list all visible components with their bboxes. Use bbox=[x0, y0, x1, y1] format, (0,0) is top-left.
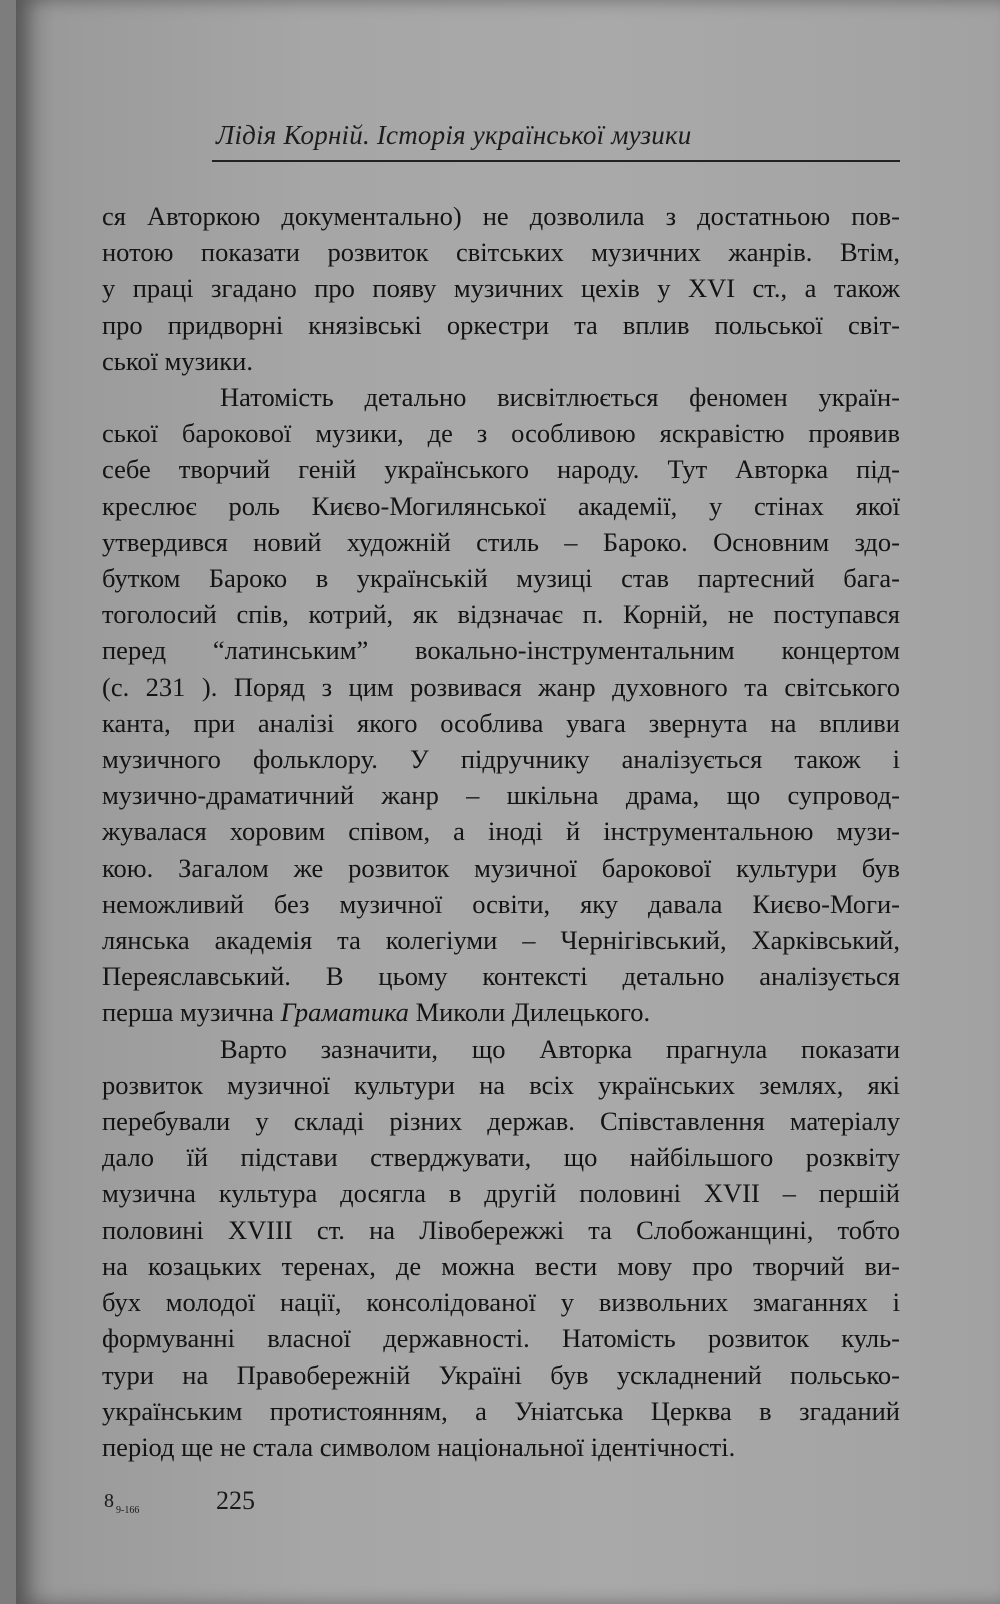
text-line: про придворні князівські оркестри та вплив польської світ- bbox=[102, 309, 900, 340]
page-number: 225 bbox=[216, 1486, 255, 1515]
text-line: дало їй підстави стверджувати, що найбільшого розквіту bbox=[102, 1142, 900, 1173]
text-line: нотою показати розвиток світських музичних жанрів. Втім, bbox=[102, 237, 900, 268]
text-segment: Миколи Дилецького. bbox=[408, 997, 651, 1028]
text-line: тоголосий спів, котрий, як відзначає п. Корній, не поступався bbox=[102, 599, 900, 630]
text-line: перебували у складі різних держав. Співставлення матеріалу bbox=[102, 1106, 900, 1137]
text-line: у праці згадано про появу музичних цехів у XVI ст., а також bbox=[102, 273, 900, 304]
text-line: Варто зазначити, що Авторка прагнула показати bbox=[220, 1033, 900, 1064]
text-line: ської барокової музики, де з особливою яскравістю проявив bbox=[102, 418, 900, 449]
text-line: період ще не стала символом національної ідентічності. bbox=[102, 1431, 736, 1462]
body-text bbox=[102, 198, 900, 1465]
text-line: ся Авторкою документально) не дозволила з достатньою пов- bbox=[102, 201, 900, 231]
text-line: канта, при аналізі якого особлива увага звернута на впливи bbox=[102, 707, 900, 738]
text-line: українським протистоянням, а Уніатська Церква в згаданий bbox=[102, 1395, 900, 1426]
text-line: (с. 231 ). Поряд з цим розвивася жанр духовного та світського bbox=[102, 671, 900, 702]
text-line: половині XVIII ст. на Лівобережжі та Слобожанщині, тобто bbox=[102, 1214, 900, 1245]
text-segment: перша музична bbox=[102, 997, 281, 1028]
text-line: формуванні власної державності. Натомість розвиток куль- bbox=[102, 1323, 900, 1354]
text-line-grammatika bbox=[102, 994, 900, 1030]
text-line: музична культура досягла в другій половині XVII – першій bbox=[102, 1178, 900, 1209]
printer-signature bbox=[104, 1490, 140, 1516]
text-line: на козацьких теренах, де можна вести мову про творчий ви- bbox=[102, 1250, 900, 1281]
text-line: Натомість детально висвітлюється феномен україн- bbox=[220, 382, 900, 413]
text-line: бух молодої нації, консолідованої у визвольних змаганнях і bbox=[102, 1287, 900, 1318]
text-line: тури на Правобережній Україні був ускладнений польсько- bbox=[102, 1359, 900, 1390]
text-line: бутком Бароко в українській музиці став партесний бага- bbox=[102, 563, 900, 594]
text-line: музично-драматичний жанр – шкільна драма, що супровод- bbox=[102, 780, 900, 811]
text-line: ської музики. bbox=[102, 345, 253, 376]
text-line: себе творчий геній українського народу. Тут Авторка під- bbox=[102, 454, 900, 485]
text-line: перед “латинським” вокально-інструментальним концертом bbox=[102, 635, 900, 666]
running-header: Лідія Корній. Історія української музики bbox=[216, 120, 692, 150]
text-line: жувалася хоровим співом, а іноді й інструментальною музи- bbox=[102, 816, 900, 847]
text-line: неможливий без музичної освіти, яку давала Києво-Моги- bbox=[102, 888, 900, 919]
text-line: розвиток музичної культури на всіх українських землях, які bbox=[102, 1069, 900, 1100]
book-title-grammatika: Граматика bbox=[280, 997, 409, 1028]
text-line: кою. Загалом же розвиток музичної барокової культури був bbox=[102, 852, 900, 883]
signature-code: 9-166 bbox=[116, 1505, 140, 1516]
signature-number: 8 bbox=[104, 1490, 114, 1512]
text-line: утвердився новий художній стиль – Бароко. Основним здо- bbox=[102, 526, 900, 557]
header-rule bbox=[212, 160, 900, 162]
text-line: музичного фольклору. У підручнику аналізується також і bbox=[102, 744, 900, 775]
text-line: Переяславський. В цьому контексті детально аналізується bbox=[102, 961, 900, 992]
text-line: креслює роль Києво-Могилянської академії, у стінах якої bbox=[102, 490, 900, 521]
text-line: лянська академія та колегіуми – Чернігівський, Харківський, bbox=[102, 925, 900, 956]
book-page bbox=[16, 0, 1000, 1604]
